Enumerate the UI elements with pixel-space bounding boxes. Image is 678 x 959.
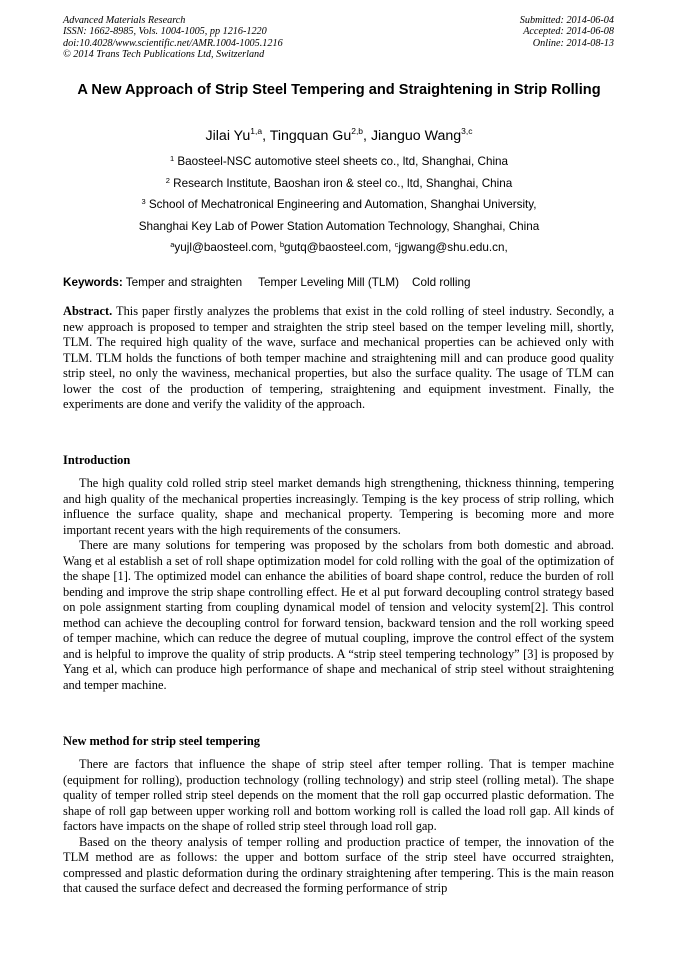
affiliation-3 bbox=[63, 198, 615, 212]
affiliation-text: School of Mechatronical Engineering and Automation, Shanghai University, bbox=[145, 198, 537, 211]
affiliation-1 bbox=[63, 155, 615, 169]
author-affiliation-mark: 3,c bbox=[461, 126, 473, 136]
journal-name: Advanced Materials Research bbox=[63, 15, 186, 26]
email-address[interactable]: yujl@baosteel.com, bbox=[174, 241, 280, 254]
affiliation-2 bbox=[63, 177, 615, 191]
new-method-body bbox=[63, 757, 614, 897]
submitted-date: Submitted: 2014-06-04 bbox=[519, 15, 614, 26]
paper-title: A New Approach of Strip Steel Tempering and Straightening in Strip Rolling bbox=[77, 82, 601, 98]
affiliation-text: Research Institute, Baoshan iron & steel co., ltd, Shanghai, China bbox=[169, 177, 513, 190]
affiliation-text: Baosteel-NSC automotive steel sheets co., ltd, Shanghai, China bbox=[174, 155, 509, 168]
author-emails bbox=[63, 241, 615, 255]
author-separator: , bbox=[262, 128, 270, 144]
email-mark: a bbox=[170, 240, 175, 249]
email-mark: c bbox=[394, 240, 399, 249]
journal-issn: ISSN: 1662-8985, Vols. 1004-1005, pp 1216-1220 bbox=[63, 26, 267, 38]
affiliation-3-continued bbox=[63, 220, 615, 234]
keywords-text: Temper and straighten Temper Leveling Mill (TLM) Cold rolling bbox=[122, 276, 471, 289]
section-heading-new-method: New method for strip steel tempering bbox=[63, 734, 260, 748]
author-affiliation-mark: 1,a bbox=[250, 126, 263, 136]
author-name: Jianguo Wang bbox=[370, 128, 462, 144]
journal-header-right bbox=[520, 15, 614, 49]
keywords bbox=[63, 276, 471, 290]
paragraph: The high quality cold rolled strip steel market demands high strengthening, thickness thinning, tempering and high quality of the mechanical properties increasingly. Temping is the key process of strip rolling, which influence the surface quality, shape and mechanical property. Tempering is becoming more and more important recent years with the high requirements of the consumers. bbox=[63, 476, 614, 537]
affiliation-mark: 1 bbox=[169, 154, 175, 163]
abstract bbox=[63, 304, 614, 413]
author-name: Jilai Yu bbox=[205, 128, 251, 144]
paragraph: There are many solutions for tempering was proposed by the scholars from both domestic and abroad. Wang et al establish a set of roll shape optimization model for cold rolling with the goal of the optimization of the shape [1]. The optimized model can enhance the abilities of board shape control, reduce the burden of roll bending and improve the strip shape controlling effect. He et al put forward decoupling control strategy based on pole assignment starting from coupling dynamical model of tension and velocity system[2]. This control method can achieve the decoupling control for forward tension, backward tension and the roll working speed of temper machine, which can reduce the degree of mutual coupling, improve the control effect of the system and is helpful to improve the quality of strip products. A “strip steel tempering technology” [3] is proposed by Yang et al, which can produce high performance of shape and mechanical of strip steel without straightening and temper machine. bbox=[63, 538, 614, 692]
journal-copyright: © 2014 Trans Tech Publications Ltd, Switzerland bbox=[63, 48, 265, 60]
email-mark: b bbox=[279, 240, 285, 249]
author-name: Tingquan Gu bbox=[269, 128, 352, 144]
affiliation-mark: 3 bbox=[141, 197, 146, 206]
author-separator: , bbox=[363, 128, 371, 144]
affiliation-mark: 2 bbox=[165, 176, 170, 185]
abstract-label: Abstract. bbox=[63, 304, 113, 318]
author-affiliation-mark: 2,b bbox=[351, 126, 364, 136]
accepted-date: Accepted: 2014-06-08 bbox=[523, 26, 614, 38]
journal-header-left bbox=[63, 15, 283, 60]
keywords-label: Keywords: bbox=[63, 276, 123, 289]
section-heading-introduction: Introduction bbox=[63, 453, 131, 467]
email-address[interactable]: gutq@baosteel.com, bbox=[284, 241, 395, 254]
introduction-body bbox=[63, 476, 614, 693]
journal-doi[interactable]: doi:10.4028/www.scientific.net/AMR.1004-1005.1216 bbox=[63, 37, 283, 49]
paragraph: Based on the theory analysis of temper rolling and production practice of temper, the innovation of the TLM method are as follows: the upper and bottom surface of the strip steel have occurred straighten, compressed and plastic deformation during the ordinary straightening after tempering. This is the main reason that caused the surface defect and decreased the forming performance of strip bbox=[63, 834, 614, 895]
online-date: Online: 2014-08-13 bbox=[532, 37, 614, 49]
abstract-text: This paper firstly analyzes the problems that exist in the cold rolling of steel industry. Secondly, a new approach is proposed to temper and straighten the strip steel based on the temper leveling mill, shortly, TLM. The required high quality of the wave, surface and mechanical properties can be achieved only with TLM. TLM holds the functions of both temper machine and straightening mill and can produce good quality strip steel, no only the waviness, mechanical properties, but also the surface quality. The usage of TLM can lower the cost of the production of tempering, straightening and equipment investment. Finally, the experiments are done and verify the validity of the approach. bbox=[63, 304, 614, 411]
author-list bbox=[63, 127, 615, 145]
email-address[interactable]: jgwang@shu.edu.cn, bbox=[398, 241, 508, 254]
paragraph: There are factors that influence the shape of strip steel after temper rolling. That is temper machine (equipment for rolling), production technology (rolling technology) and strip steel (rolling metal). The shape quality of temper rolled strip steel depends on the moment that the roll gap occurred plastic deformation. The shape of roll gap between upper working roll and bottom working roll is called the load roll gap. All kinds of factors have impacts on the shape of rolled strip steel through load roll gap. bbox=[63, 757, 614, 833]
affiliation-text: Shanghai Key Lab of Power Station Automation Technology, Shanghai, China bbox=[138, 220, 540, 233]
